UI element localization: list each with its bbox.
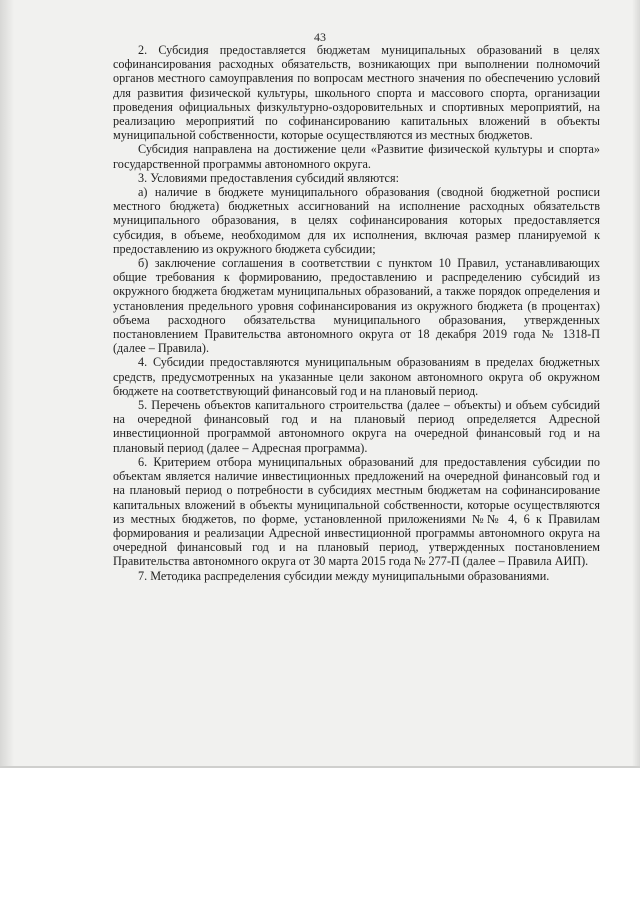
scan-left-shadow: [0, 0, 14, 768]
paragraph-4-budget-limits: 4. Субсидии предоставляются муниципальным образованиям в пределах бюджетных средств, предусмотренных на указанные цели законом автономного округа об окружном бюджете на соответствующий финансовый год и на плановый период.: [113, 355, 600, 398]
paragraph-2-subsidy-purpose: 2. Субсидия предоставляется бюджетам муниципальных образований в целях софинансирования расходных обязательств, возникающих при выполнении полномочий органов местного самоуправления по вопросам местного значения по обеспечению условий для развития физической культуры, школьного спорта и массового спорта, организации проведения официальных физкультурно-оздоровительных и спортивных мероприятий, на реализацию мероприятий по софинансированию капитальных вложений в объекты муниципальной собственности, которые осуществляются из местных бюджетов.: [113, 43, 600, 143]
paragraph-3b-agreement: б) заключение соглашения в соответствии с пунктом 10 Правил, устанавливающих общие требования к формированию, предоставлению и распределению субсидий из окружного бюджета бюджетам муниципальных образований, а также порядок определения и установления предельного уровня софинансирования из окружного бюджета (в процентах) объема расходного обязательства муниципального образования, утвержденных постановлением Правительства автономного округа от 18 декабря 2019 года № 1318-П (далее – Правила).: [113, 256, 600, 356]
page-number: 43: [314, 30, 326, 44]
paragraph-5-objects-list: 5. Перечень объектов капитального строительства (далее – объекты) и объем субсидий на очередной финансовый год и на плановый период определяется Адресной инвестиционной программой автономного округа на очередной финансовый год и на плановый период (далее – Адресная программа).: [113, 398, 600, 455]
paragraph-7-distribution-method: 7. Методика распределения субсидии между муниципальными образованиями.: [138, 568, 550, 583]
scan-right-shadow: [632, 0, 640, 768]
paragraph-3-conditions-heading: 3. Условиями предоставления субсидий являются:: [138, 170, 399, 185]
document-body: [113, 43, 600, 583]
paragraph-subsidy-goal: Субсидия направлена на достижение цели «Развитие физической культуры и спорта» государственной программы автономного округа.: [113, 142, 600, 171]
paragraph-3a-budget-allocation: а) наличие в бюджете муниципального образования (сводной бюджетной росписи местного бюджета) бюджетных ассигнований на исполнение расходных обязательств муниципального образования, в целях софинансирования которых предоставляется субсидия, в объеме, необходимом для их исполнения, включая размер планируемой к предоставлению из окружного бюджета субсидии;: [113, 185, 600, 256]
scan-bottom-edge: [0, 766, 640, 768]
paragraph-6-selection-criterion: 6. Критерием отбора муниципальных образований для предоставления субсидии по объектам является наличие инвестиционных предложений на очередной финансовый год и на плановый период о потребности в субсидиях местным бюджетам на софинансирование капитальных вложений в объекты муниципальной собственности, которые осуществляются из местных бюджетов, по форме, установленной приложениями №№ 4, 6 к Правилам формирования и реализации Адресной инвестиционной программы автономного округа на очередной финансовый год и на плановый период, утвержденных постановлением Правительства автономного округа от 30 марта 2015 года № 277-П (далее – Правила АИП).: [113, 454, 600, 569]
